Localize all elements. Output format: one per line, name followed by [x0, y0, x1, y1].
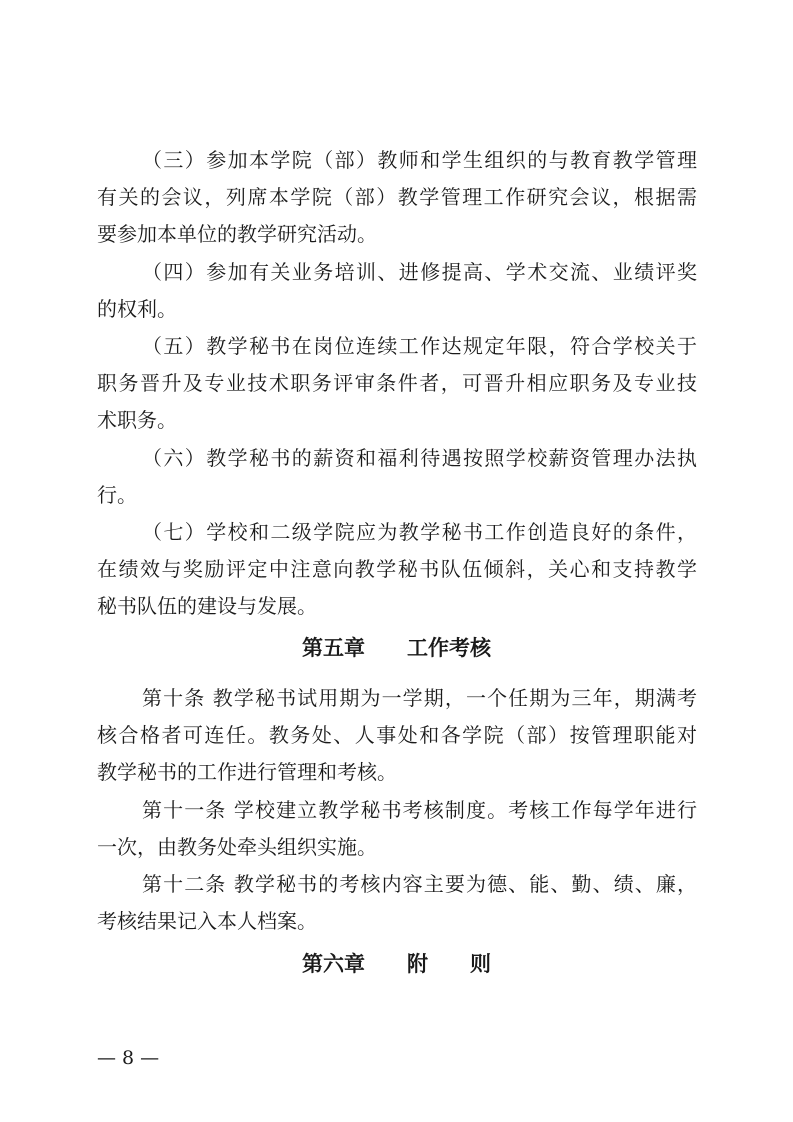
paragraph-6-line-2: 行。	[97, 483, 137, 507]
paragraph-3-line-3: 要参加本单位的教学研究活动。	[97, 222, 377, 246]
paragraph-7-line-1: （七）学校和二级学院应为教学秘书工作创造良好的条件，	[142, 520, 697, 544]
paragraph-5-line-2: 职务晋升及专业技术职务评审条件者，可晋升相应职务及专业技	[97, 371, 697, 395]
paragraph-5-line-3: 术职务。	[97, 408, 177, 432]
article-12-line-1: 第十二条 教学秘书的考核内容主要为德、能、勤、绩、廉，	[142, 872, 697, 896]
chapter-6-heading: 第六章 附 则	[302, 952, 491, 976]
article-10-line-2: 核合格者可连任。教务处、人事处和各学院（部）按管理职能对	[97, 723, 697, 747]
chapter-5-heading: 第五章 工作考核	[302, 636, 491, 660]
article-10-line-1: 第十条 教学秘书试用期为一学期，一个任期为三年，期满考	[142, 686, 697, 710]
paragraph-4-line-2: 的权利。	[97, 297, 177, 321]
page-number: — 8 —	[97, 1047, 160, 1069]
article-12-line-2: 考核结果记入本人档案。	[97, 909, 317, 933]
paragraph-3-line-2: 有关的会议，列席本学院（部）教学管理工作研究会议，根据需	[97, 185, 697, 209]
paragraph-7-line-2: 在绩效与奖励评定中注意向教学秘书队伍倾斜，关心和支持教学	[97, 557, 697, 581]
paragraph-6-line-1: （六）教学秘书的薪资和福利待遇按照学校薪资管理办法执	[142, 446, 697, 470]
paragraph-3-line-1: （三）参加本学院（部）教师和学生组织的与教育教学管理	[142, 148, 697, 172]
paragraph-5-line-1: （五）教学秘书在岗位连续工作达规定年限，符合学校关于	[142, 334, 697, 358]
paragraph-7-line-3: 秘书队伍的建设与发展。	[97, 594, 317, 618]
article-11-line-1: 第十一条 学校建立教学秘书考核制度。考核工作每学年进行	[142, 798, 697, 822]
article-11-line-2: 一次，由教务处牵头组织实施。	[97, 835, 377, 859]
paragraph-4-line-1: （四）参加有关业务培训、进修提高、学术交流、业绩评奖	[142, 260, 697, 284]
article-10-line-3: 教学秘书的工作进行管理和考核。	[97, 760, 397, 784]
